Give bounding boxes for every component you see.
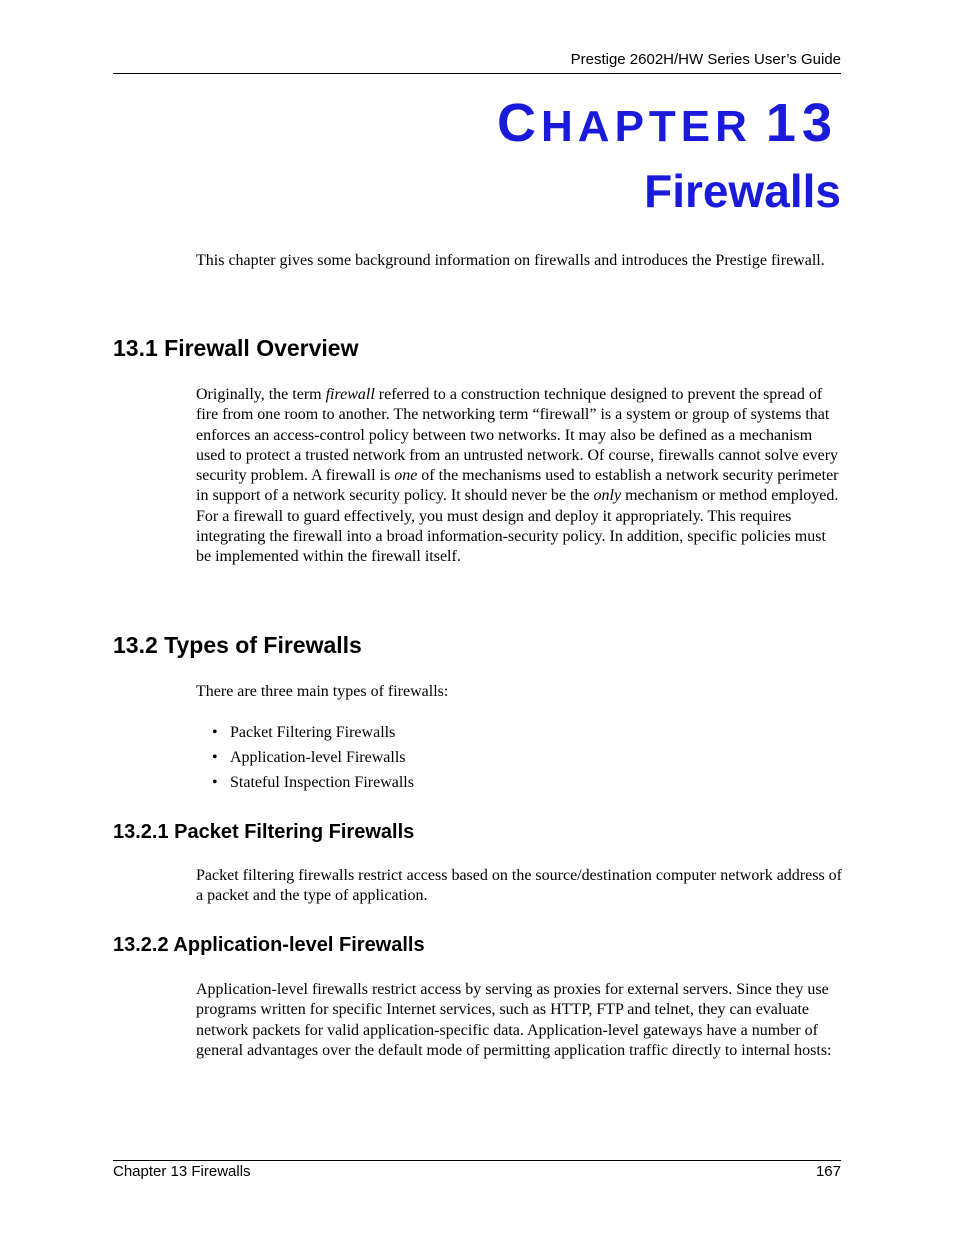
overview-text-2: referred to a construction technique designed to prevent the spread of fire from one room to another. The networking term “firewall” is a system or group of systems that enforces an access-control policy between two networks. It may also be defined as a mechanism used to protect a trusted network from an untrusted network. Of course, firewalls cannot solve every security problem. A firewall is [196,386,839,485]
overview-paragraph [196,385,842,568]
types-intro: There are three main types of firewalls: [196,683,449,700]
list-item-text: Stateful Inspection Firewalls [230,774,414,791]
overview-text-4: mechanism or method employed. For a firewall to guard effectively, you must design and deploy it appropriately. This requires integrating the firewall into a broad information-security policy. In addition, specific policies must be implemented within the firewall itself. [196,487,839,566]
list-item [212,772,414,797]
footer-rule [113,1160,841,1161]
list-item [212,747,414,772]
overview-text-3: of the mechanisms used to establish a network security perimeter in support of a network security policy. It should never be the [196,467,839,505]
bullet-icon: • [212,749,218,766]
list-item-text: Packet Filtering Firewalls [230,724,396,741]
intro-paragraph: This chapter gives some background information on firewalls and introduces the Prestige firewall. [196,252,825,269]
bullet-icon: • [212,724,218,741]
section-heading-13-2-2: 13.2.2 Application-level Firewalls [113,934,425,956]
firewall-types-list [212,722,414,797]
section-heading-13-1: 13.1 Firewall Overview [113,335,359,361]
chapter-label [497,93,838,153]
list-item-text: Application-level Firewalls [230,749,406,766]
bullet-icon: • [212,774,218,791]
overview-emphasis-one: one [394,467,418,485]
chapter-label-rest: HAPTER [541,102,752,151]
list-item [212,722,414,747]
header-rule [113,73,841,74]
chapter-title: Firewalls [644,165,841,217]
chapter-label-initial: C [497,93,542,153]
overview-emphasis-only: only [593,487,622,505]
packet-filtering-paragraph: Packet filtering firewalls restrict access based on the source/destination computer network address of a packet and the type of application. [196,867,842,905]
running-header: Prestige 2602H/HW Series User’s Guide [570,51,841,68]
chapter-number: 13 [765,93,838,153]
overview-text-1: Originally, the term [196,386,326,403]
page-number: 167 [815,1163,841,1180]
section-heading-13-2-1: 13.2.1 Packet Filtering Firewalls [113,821,415,843]
overview-emphasis-firewall: firewall [325,386,375,403]
application-level-paragraph: Application-level firewalls restrict access by serving as proxies for external servers. Since they use programs written for specific Internet services, such as HTTP, FTP and telnet, they can evaluate network packets for valid application-specific data. Application-level gateways have a number of general advantages over the default mode of permitting application traffic directly to internal hosts: [196,981,832,1059]
footer-chapter: Chapter 13 Firewalls [113,1163,251,1180]
section-heading-13-2: 13.2 Types of Firewalls [113,632,362,658]
